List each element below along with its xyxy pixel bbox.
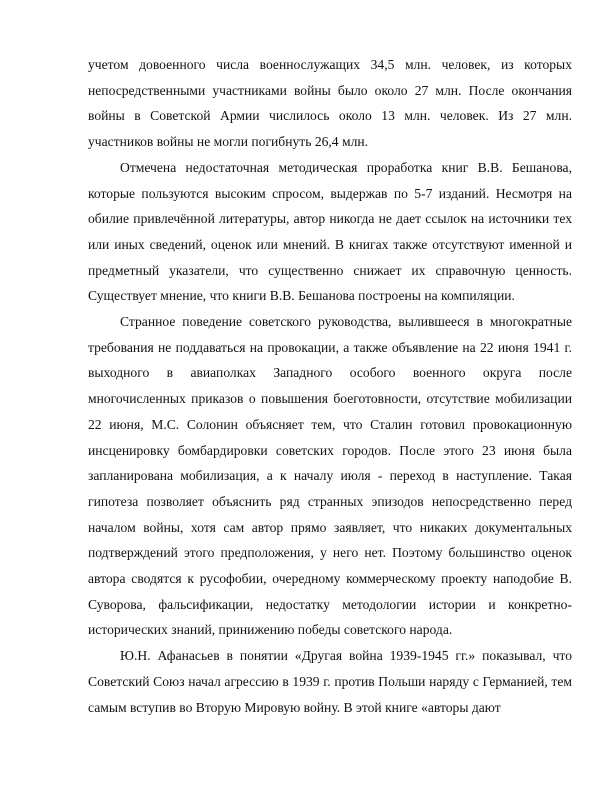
paragraph-solonin: Странное поведение советского руководства, вылившееся в многократные требования не поддаваться на провокации, а также объявление на 22 июня 1941 г. выходного в авиаполках Западного особого военного округа после многочисленных приказов о повышения боеготовности, отсутствие мобилизации 22 июня, М.С. Солонин объясняет тем, что Сталин готовил провокационную инсценировку бомбардировки советских городов. После этого 23 июня была запланирована мобилизация, а к началу июля - переход в наступление. Такая гипотеза позволяет объяснить ряд странных эпизодов непосредственно перед началом войны, хотя сам автор прямо заявляет, что никаких документальных подтверждений этого предположения, у него нет. Поэтому большинство оценок автора сводятся к русофобии, очередному коммерческому проекту наподобие В. Суворова, фальсификации, недостатку методологии истории и конкретно-исторических знаний, принижению победы советского народа. bbox=[88, 314, 572, 638]
paragraph-beshanov: Отмечена недостаточная методическая проработка книг В.В. Бешанова, которые пользуются высоким спросом, выдержав по 5-7 изданий. Несмотря на обилие привлечённой литературы, автор никогда не дает ссылок на источники тех или иных сведений, оценок или мнений. В книгах также отсутствуют именной и предметный указатели, что существенно снижает их справочную ценность. Существует мнение, что книги В.В. Бешанова построены на компиляции. bbox=[88, 159, 572, 304]
document-page bbox=[88, 52, 572, 720]
paragraph-afanasyev: Ю.Н. Афанасьев в понятии «Другая война 1939-1945 гг.» показывал, что Советский Союз начал агрессию в 1939 г. против Польши наряду с Германией, тем самым вступив во Вторую Мировую войну. В этой книге «авторы дают bbox=[88, 648, 572, 715]
paragraph-continuation: учетом довоенного числа военнослужащих 34,5 млн. человек, из которых непосредственными участниками войны было около 27 млн. После окончания войны в Советской Армии числилось около 13 млн. человек. Из 27 млн. участников войны не могли погибнуть 26,4 млн. bbox=[88, 57, 572, 150]
